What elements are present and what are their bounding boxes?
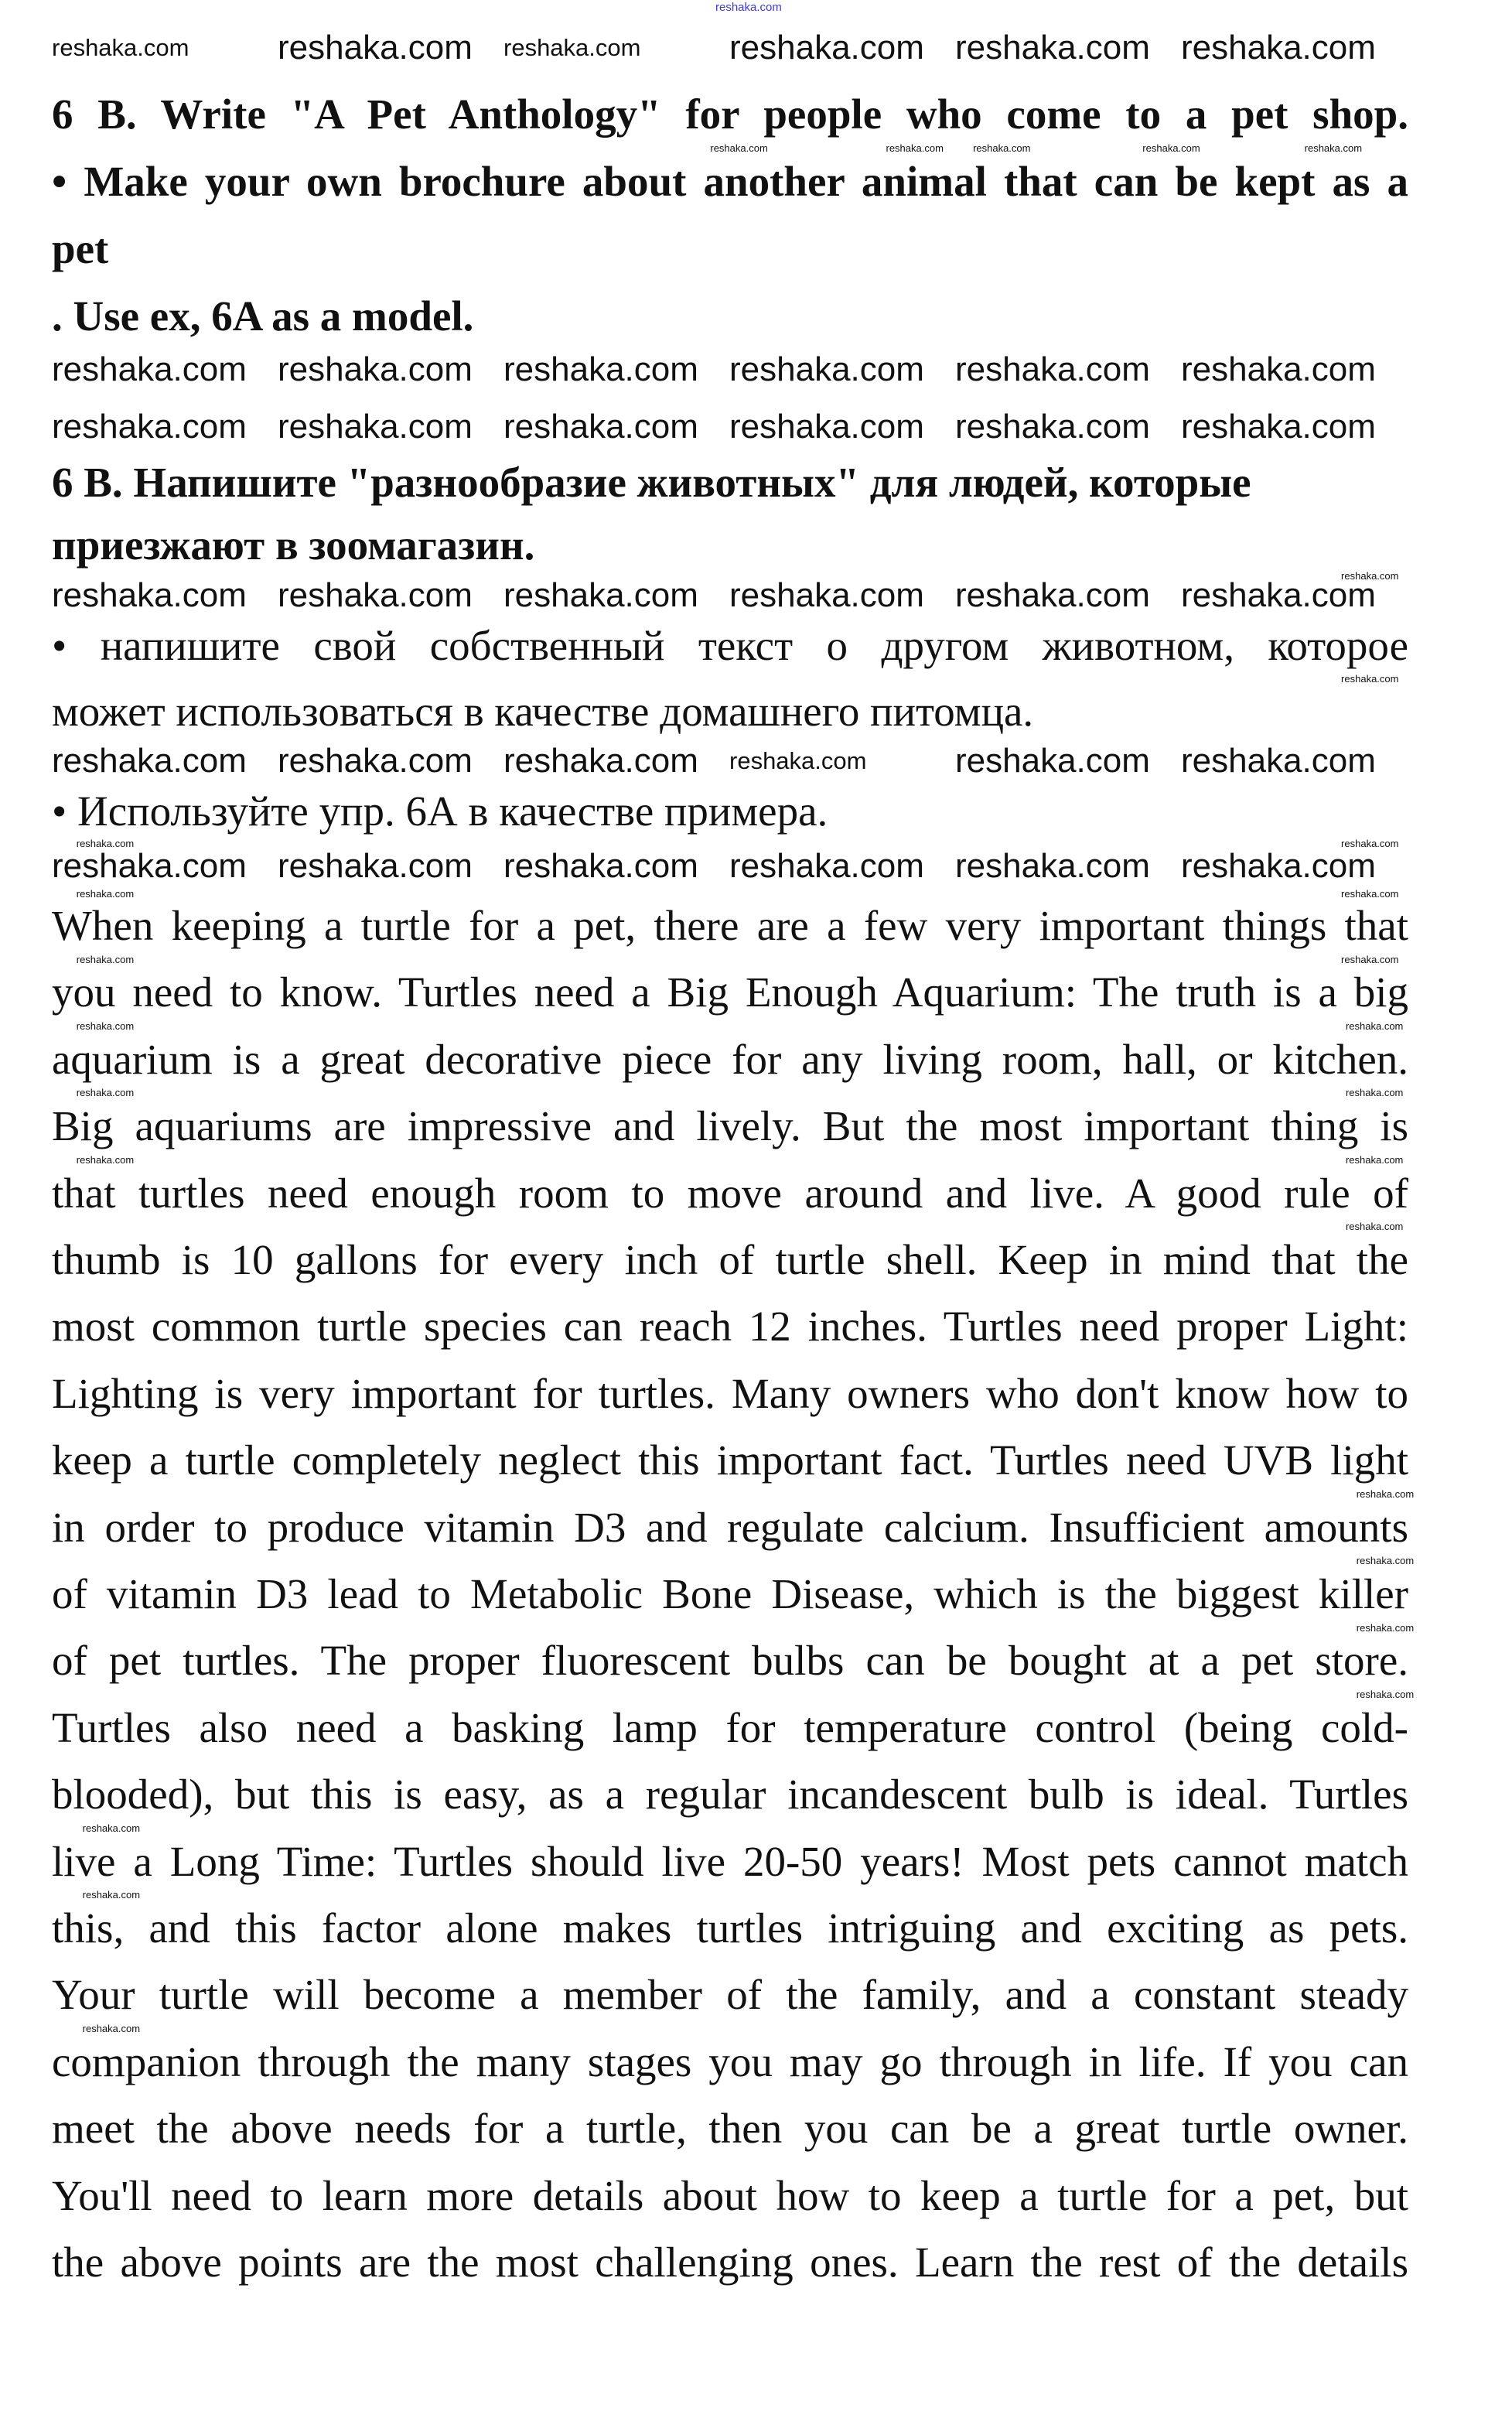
answer-line: Big aquariums are impressive and lively. But the most important thing is	[52, 1102, 1408, 1150]
answer-line: of pet turtles. The proper fluorescent bulbs can be bought at a pet store.	[52, 1637, 1408, 1685]
task-ru-title-line2: приезжают в зоомагазин.	[52, 521, 535, 569]
watermark: reshaka.com	[503, 34, 641, 61]
task-ru-bullet1-line1: • напишите свой собственный текст о другом животном, которое	[52, 622, 1408, 669]
watermark: reshaka.com	[729, 350, 924, 388]
answer-line: Your turtle will become a member of the family, and a constant steady	[52, 1971, 1408, 2019]
watermark: reshaka.com	[955, 350, 1150, 388]
answer-line: in order to produce vitamin D3 and regulate calcium. Insufficient amounts	[52, 1503, 1408, 1551]
watermark: reshaka.com	[955, 847, 1150, 885]
watermark: reshaka.com	[715, 1, 782, 14]
watermark: reshaka.com	[1181, 742, 1376, 780]
watermark: reshaka.com	[1341, 673, 1399, 685]
watermark: reshaka.com	[52, 408, 247, 446]
watermark: reshaka.com	[729, 576, 924, 614]
answer-line: meet the above needs for a turtle, then you can be a great turtle owner.	[52, 2105, 1408, 2153]
task-en-bullet: • Make your own brochure about another animal that can be kept as a	[52, 158, 1408, 205]
watermark: reshaka.com	[1356, 1689, 1415, 1700]
watermark: reshaka.com	[278, 408, 473, 446]
watermark: reshaka.com	[710, 142, 768, 154]
watermark: reshaka.com	[76, 1020, 135, 1032]
watermark: reshaka.com	[1181, 408, 1376, 446]
watermark: reshaka.com	[52, 34, 189, 61]
answer-line: that turtles need enough room to move around and live. A good rule of	[52, 1169, 1408, 1217]
watermark: reshaka.com	[76, 954, 135, 965]
watermark: reshaka.com	[729, 29, 924, 67]
task-ru-bullet2: • Используйте упр. 6А в качестве примера.	[52, 787, 828, 835]
watermark: reshaka.com	[76, 1154, 135, 1166]
answer-line: the above points are the most challenging ones. Learn the rest of the details	[52, 2239, 1408, 2286]
watermark: reshaka.com	[1181, 847, 1376, 885]
watermark: reshaka.com	[76, 888, 135, 900]
answer-line: companion through the many stages you may go through in life. If you can	[52, 2037, 1408, 2085]
watermark: reshaka.com	[1341, 838, 1399, 849]
watermark: reshaka.com	[729, 408, 924, 446]
watermark: reshaka.com	[52, 350, 247, 388]
task-en-bullet-end: . Use ex, 6A as a model.	[52, 292, 474, 340]
watermark: reshaka.com	[1356, 1488, 1415, 1500]
watermark: reshaka.com	[886, 142, 944, 154]
watermark: reshaka.com	[1341, 888, 1399, 900]
watermark: reshaka.com	[278, 742, 473, 780]
answer-line: aquarium is a great decorative piece for any living room, hall, or kitchen.	[52, 1035, 1408, 1083]
watermark: reshaka.com	[503, 847, 698, 885]
answer-line: blooded), but this is easy, as a regular incandescent bulb is ideal. Turtles	[52, 1771, 1408, 1819]
watermark: reshaka.com	[503, 350, 698, 388]
answer-line: You'll need to learn more details about how to keep a turtle for a pet, but	[52, 2171, 1408, 2219]
watermark: reshaka.com	[278, 350, 473, 388]
watermark: reshaka.com	[52, 576, 247, 614]
watermark: reshaka.com	[1341, 954, 1399, 965]
task-en-title: 6 B. Write "A Pet Anthology" for people who come to a pet shop.	[52, 91, 1408, 138]
watermark: reshaka.com	[52, 847, 247, 885]
task-ru-bullet1-line2: может использоваться в качестве домашнего питомца.	[52, 688, 1034, 735]
watermark: reshaka.com	[1345, 1020, 1404, 1032]
answer-line: live a Long Time: Turtles should live 20-50 years! Most pets cannot match	[52, 1837, 1408, 1885]
watermark: reshaka.com	[955, 742, 1150, 780]
watermark: reshaka.com	[1345, 1221, 1404, 1232]
answer-line: most common turtle species can reach 12 inches. Turtles need proper Light:	[52, 1303, 1408, 1351]
watermark: reshaka.com	[1181, 576, 1376, 614]
watermark: reshaka.com	[76, 838, 135, 849]
watermark: reshaka.com	[503, 408, 698, 446]
watermark: reshaka.com	[1341, 570, 1399, 582]
watermark: reshaka.com	[729, 847, 924, 885]
watermark: reshaka.com	[729, 747, 867, 774]
answer-line: of vitamin D3 lead to Metabolic Bone Disease, which is the biggest killer	[52, 1570, 1408, 1617]
watermark: reshaka.com	[76, 1087, 135, 1098]
answer-line: Lighting is very important for turtles. Many owners who don't know how to	[52, 1369, 1408, 1417]
watermark: reshaka.com	[1181, 29, 1376, 67]
answer-line: When keeping a turtle for a pet, there are a few very important things that	[52, 902, 1408, 949]
watermark: reshaka.com	[1345, 1087, 1404, 1098]
watermark: reshaka.com	[82, 2023, 141, 2034]
watermark: reshaka.com	[278, 29, 473, 67]
watermark: reshaka.com	[82, 1822, 141, 1834]
task-ru-title-line1: 6 В. Напишите "разнообразие животных" для людей, которые	[52, 459, 1251, 506]
watermark: reshaka.com	[503, 576, 698, 614]
watermark: reshaka.com	[278, 847, 473, 885]
answer-line: this, and this factor alone makes turtles intriguing and exciting as pets.	[52, 1904, 1408, 1952]
watermark: reshaka.com	[503, 742, 698, 780]
watermark: reshaka.com	[52, 742, 247, 780]
watermark: reshaka.com	[82, 1889, 141, 1901]
answer-line: you need to know. Turtles need a Big Enough Aquarium: The truth is a big	[52, 968, 1408, 1016]
answer-line: Turtles also need a basking lamp for temperature control (being cold-	[52, 1703, 1408, 1751]
watermark: reshaka.com	[278, 576, 473, 614]
watermark: reshaka.com	[1356, 1622, 1415, 1634]
watermark: reshaka.com	[1142, 142, 1200, 154]
watermark: reshaka.com	[1181, 350, 1376, 388]
watermark: reshaka.com	[955, 29, 1150, 67]
watermark: reshaka.com	[1345, 1154, 1404, 1166]
watermark: reshaka.com	[1304, 142, 1363, 154]
watermark: reshaka.com	[1356, 1555, 1415, 1566]
watermark: reshaka.com	[955, 576, 1150, 614]
answer-line: thumb is 10 gallons for every inch of turtle shell. Keep in mind that the	[52, 1236, 1408, 1283]
answer-line: keep a turtle completely neglect this important fact. Turtles need UVB light	[52, 1436, 1408, 1484]
watermark: reshaka.com	[973, 142, 1031, 154]
task-en-bullet-cont: pet	[52, 225, 109, 272]
watermark: reshaka.com	[955, 408, 1150, 446]
